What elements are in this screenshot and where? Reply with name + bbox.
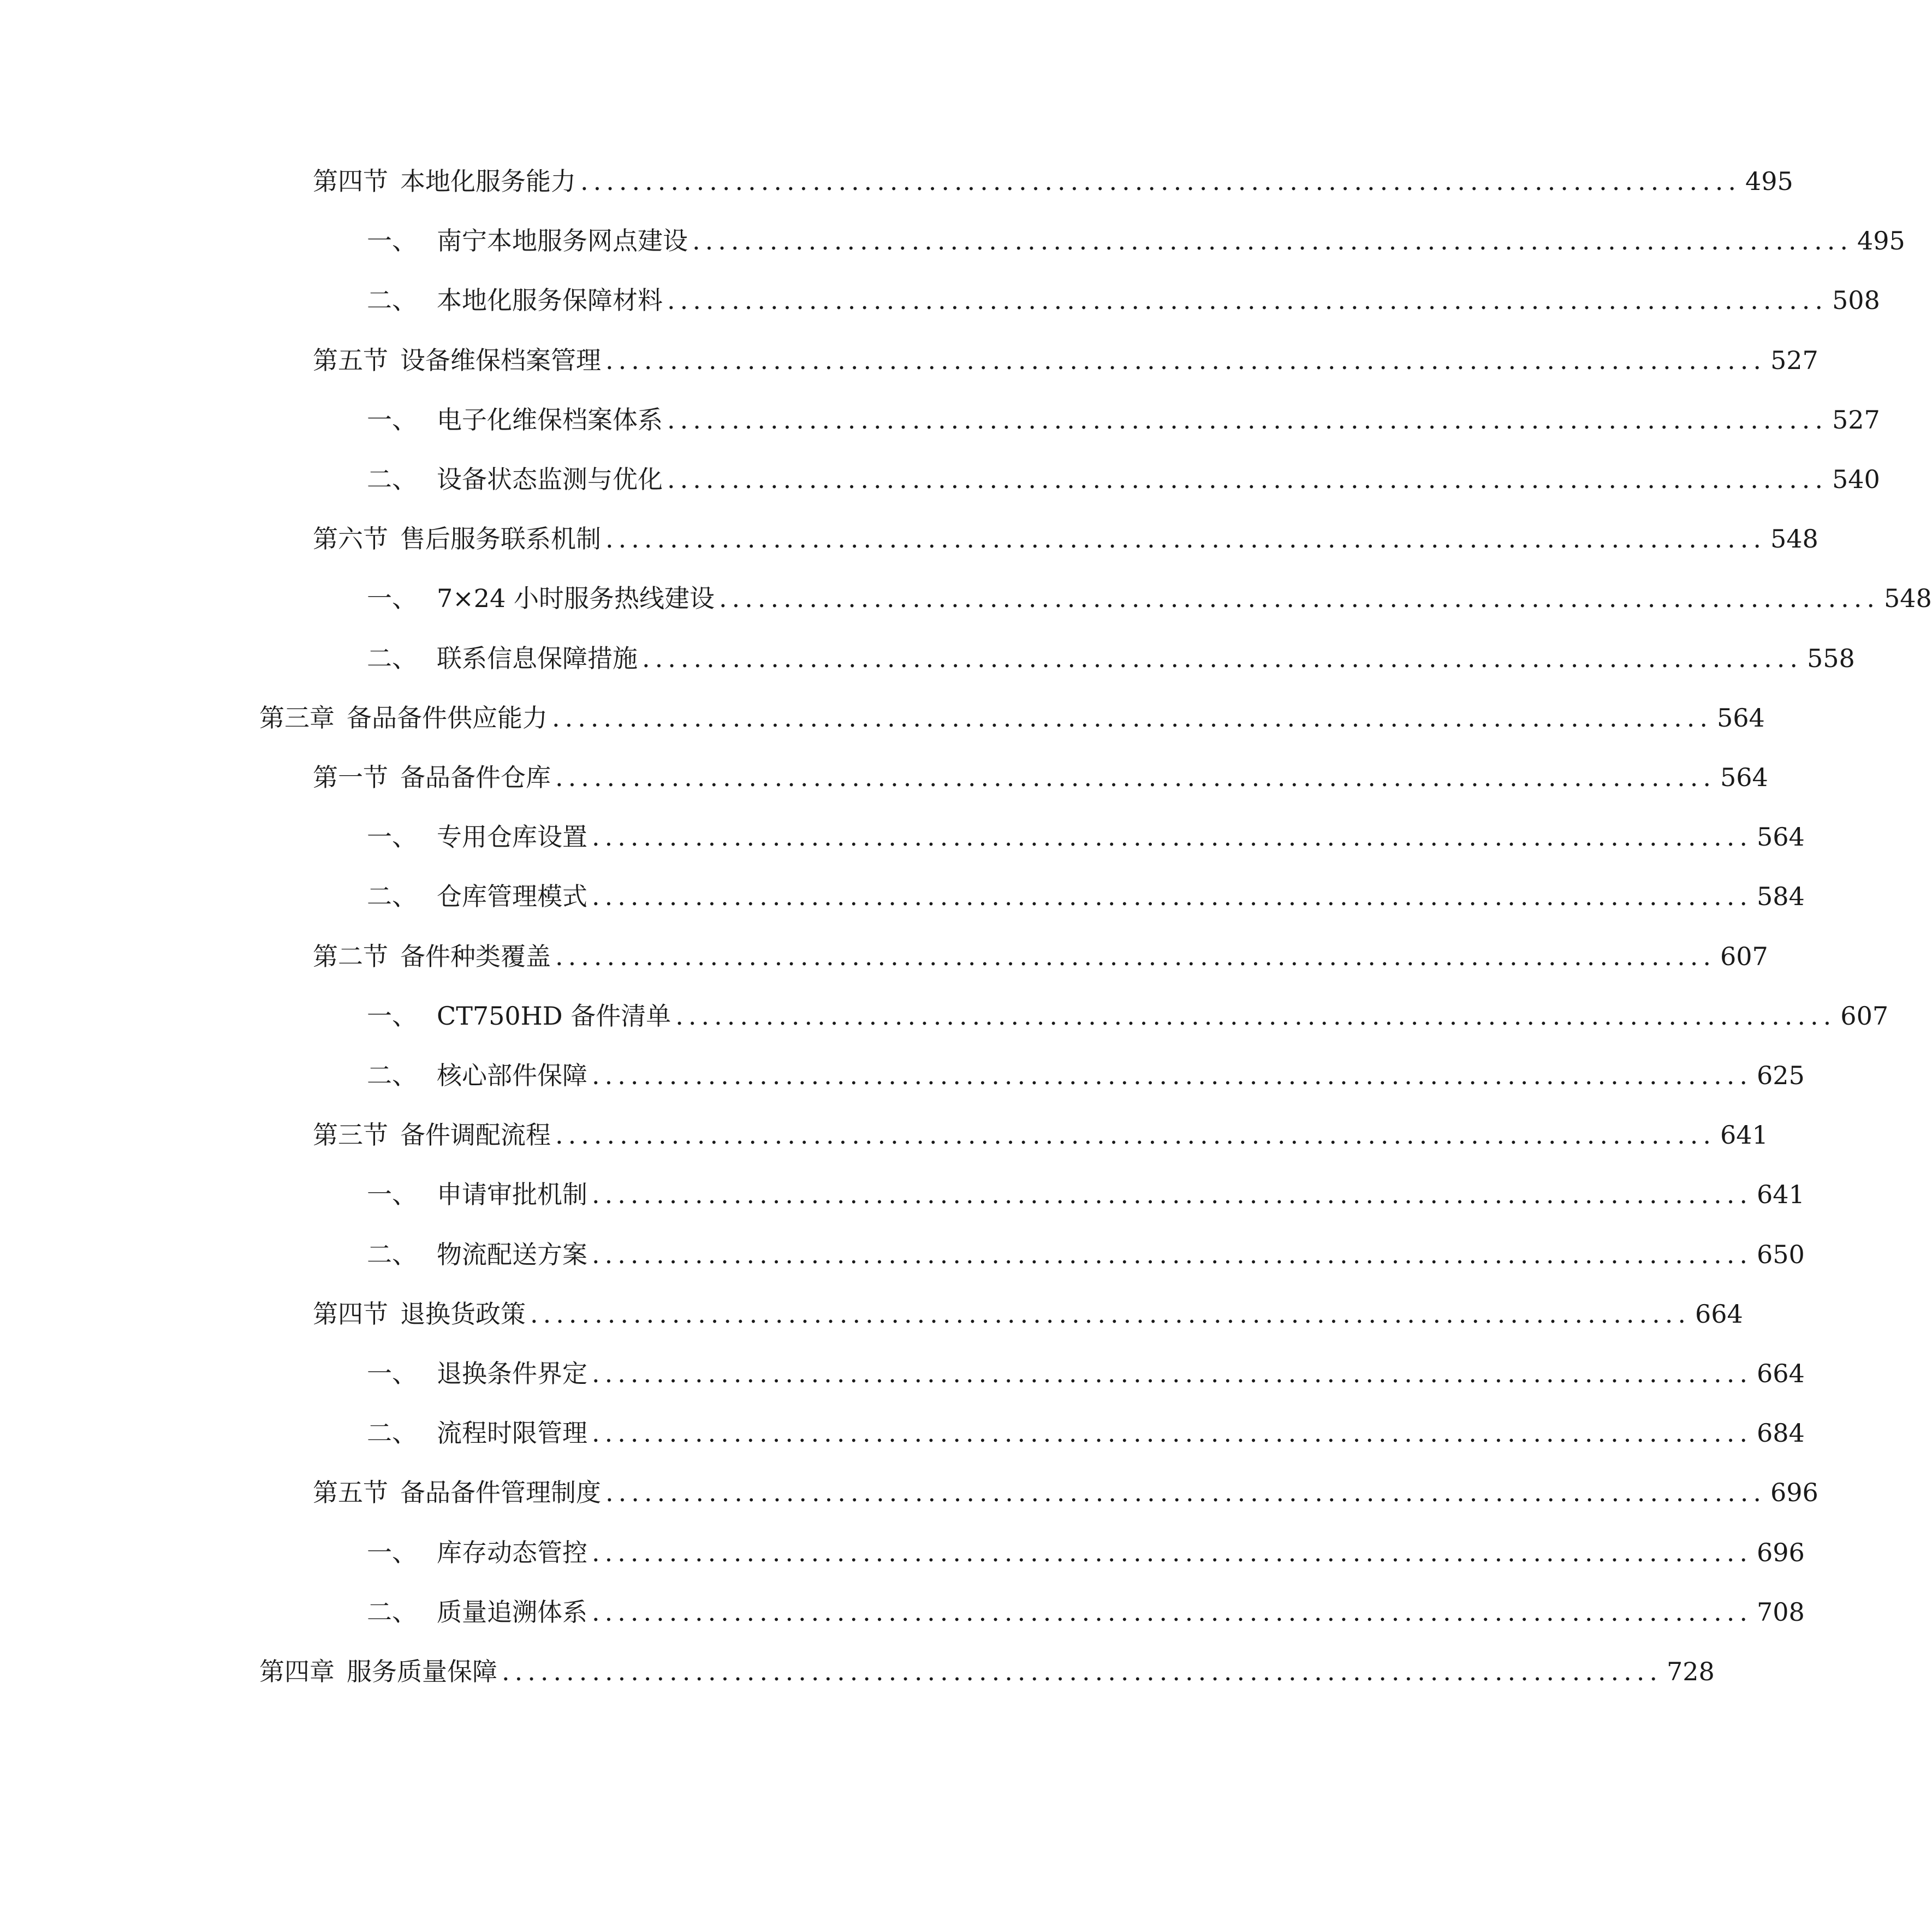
toc-entry[interactable] (367, 880, 1805, 913)
toc-entry-page-number: 564 (1720, 763, 1768, 792)
toc-dot-leader: .......................................................................................... (555, 763, 1716, 792)
toc-entry-number: 二、 (367, 882, 417, 911)
toc-entry-page-number: 558 (1807, 644, 1855, 673)
toc-entry-number: 第四节 (313, 166, 388, 196)
toc-entry-title: 仓库管理模式 (437, 882, 587, 911)
toc-entry-number: 一、 (367, 1001, 417, 1031)
toc-entry-title: 流程时限管理 (437, 1418, 587, 1448)
toc-entry-title: 申请审批机制 (437, 1180, 587, 1209)
toc-entry-page-number: 527 (1770, 346, 1818, 375)
toc-entry-page-number: 584 (1757, 882, 1805, 911)
toc-dot-leader: .......................................................................................... (580, 166, 1741, 196)
toc-entry[interactable] (367, 1238, 1805, 1271)
toc-dot-leader: .......................................................................................... (502, 1657, 1662, 1686)
toc-entry-page-number: 564 (1757, 822, 1805, 852)
toc-entry-number: 二、 (367, 1061, 417, 1090)
toc-entry[interactable] (367, 820, 1805, 853)
toc-entry-title: 设备状态监测与优化 (437, 465, 663, 494)
toc-entry[interactable] (313, 522, 1818, 555)
toc-entry[interactable] (313, 165, 1793, 198)
toc-entry-title: 备品备件仓库 (400, 763, 551, 792)
toc-dot-leader: .......................................................................................... (530, 1299, 1691, 1329)
toc-entry-number: 一、 (367, 584, 417, 613)
toc-entry-number: 一、 (367, 405, 417, 435)
toc-entry-page-number: 607 (1840, 1001, 1889, 1031)
toc-entry-page-number: 508 (1832, 286, 1880, 315)
toc-entry-title: 备件种类覆盖 (400, 942, 551, 971)
toc-entry[interactable] (367, 582, 1932, 615)
toc-entry-number: 第二节 (313, 942, 388, 971)
toc-entry-page-number: 641 (1757, 1180, 1805, 1209)
toc-entry-number: 第五节 (313, 1478, 388, 1507)
toc-dot-leader: .......................................................................................... (592, 1061, 1752, 1090)
toc-entry-number: 第五节 (313, 346, 388, 375)
toc-dot-leader: .......................................................................................... (592, 1180, 1752, 1209)
toc-entry[interactable] (367, 1536, 1805, 1569)
toc-entry-title: 南宁本地服务网点建设 (437, 226, 688, 255)
toc-entry[interactable] (367, 1000, 1889, 1032)
toc-dot-leader: .......................................................................................... (605, 524, 1766, 554)
toc-dot-leader: .......................................................................................... (592, 822, 1752, 852)
toc-entry-title: 7×24 小时服务热线建设 (437, 584, 715, 613)
toc-dot-leader: .......................................................................................... (592, 882, 1752, 911)
toc-entry-number: 二、 (367, 465, 417, 494)
toc-entry-title: 售后服务联系机制 (400, 524, 601, 554)
toc-entry-number: 二、 (367, 1240, 417, 1269)
toc-entry-page-number: 495 (1857, 226, 1905, 255)
toc-entry[interactable] (367, 463, 1880, 496)
toc-entry-page-number: 664 (1695, 1299, 1743, 1329)
toc-entry-number: 第一节 (313, 763, 388, 792)
toc-dot-leader: .......................................................................................... (592, 1538, 1752, 1567)
toc-dot-leader: .......................................................................................... (675, 1001, 1836, 1031)
toc-dot-leader: .......................................................................................... (692, 226, 1853, 255)
toc-entry-title: 退换货政策 (400, 1299, 526, 1329)
toc-entry-title: CT750HD 备件清单 (437, 1001, 671, 1031)
toc-dot-leader: .......................................................................................... (667, 405, 1828, 435)
toc-entry-number: 一、 (367, 226, 417, 255)
toc-dot-leader: .......................................................................................... (552, 703, 1713, 733)
toc-entry-page-number: 650 (1757, 1240, 1805, 1269)
toc-entry[interactable] (313, 1119, 1768, 1151)
toc-entry-page-number: 664 (1757, 1359, 1805, 1388)
toc-entry-number: 第三节 (313, 1120, 388, 1150)
toc-dot-leader: .......................................................................................... (642, 644, 1803, 673)
toc-entry-title: 专用仓库设置 (437, 822, 587, 852)
toc-entry-page-number: 708 (1757, 1597, 1805, 1627)
toc-entry[interactable] (367, 284, 1880, 317)
toc-entry-page-number: 625 (1757, 1061, 1805, 1090)
toc-entry-title: 退换条件界定 (437, 1359, 587, 1388)
toc-entry[interactable] (367, 224, 1905, 257)
toc-entry-page-number: 696 (1770, 1478, 1818, 1507)
toc-entry-number: 二、 (367, 1418, 417, 1448)
toc-entry-title: 本地化服务能力 (400, 166, 576, 196)
toc-entry[interactable] (313, 344, 1818, 377)
toc-entry-page-number: 540 (1832, 465, 1880, 494)
toc-entry-title: 电子化维保档案体系 (437, 405, 663, 435)
toc-entry-number: 第四章 (259, 1657, 335, 1686)
toc-entry-page-number: 607 (1720, 942, 1768, 971)
toc-entry-page-number: 684 (1757, 1418, 1805, 1448)
toc-dot-leader: .......................................................................................... (592, 1418, 1752, 1448)
toc-entry[interactable] (367, 403, 1880, 436)
toc-entry[interactable] (313, 761, 1768, 794)
toc-entry-number: 第三章 (259, 703, 335, 733)
toc-entry-title: 备品备件管理制度 (400, 1478, 601, 1507)
toc-entry-page-number: 495 (1745, 166, 1793, 196)
toc-entry-number: 二、 (367, 1597, 417, 1627)
toc-entry[interactable] (367, 1059, 1805, 1092)
toc-entry-page-number: 728 (1667, 1657, 1715, 1686)
toc-entry[interactable] (313, 1476, 1818, 1509)
toc-entry[interactable] (367, 1596, 1805, 1628)
toc-entry[interactable] (367, 1357, 1805, 1390)
toc-entry-title: 备品备件供应能力 (347, 703, 548, 733)
toc-entry-number: 第六节 (313, 524, 388, 554)
toc-entry-page-number: 564 (1717, 703, 1765, 733)
toc-entry-title: 设备维保档案管理 (400, 346, 601, 375)
toc-dot-leader: .......................................................................................... (605, 346, 1766, 375)
toc-entry-title: 质量追溯体系 (437, 1597, 587, 1627)
toc-entry-title: 物流配送方案 (437, 1240, 587, 1269)
toc-entry[interactable] (367, 642, 1855, 675)
toc-entry-title: 备件调配流程 (400, 1120, 551, 1150)
toc-dot-leader: .......................................................................................... (667, 286, 1828, 315)
toc-entry-title: 核心部件保障 (437, 1061, 587, 1090)
toc-entry-number: 一、 (367, 1359, 417, 1388)
toc-dot-leader: .......................................................................................... (718, 584, 1880, 613)
toc-entry[interactable] (367, 1417, 1805, 1449)
toc-dot-leader: .......................................................................................... (592, 1359, 1752, 1388)
toc-dot-leader: .......................................................................................... (555, 942, 1716, 971)
toc-entry[interactable] (259, 701, 1765, 734)
toc-entry-title: 服务质量保障 (347, 1657, 497, 1686)
toc-entry-number: 二、 (367, 286, 417, 315)
toc-entry-page-number: 548 (1770, 524, 1818, 554)
toc-entry-title: 库存动态管控 (437, 1538, 587, 1567)
toc-entry-number: 一、 (367, 1180, 417, 1209)
toc-entry-page-number: 641 (1720, 1120, 1768, 1150)
toc-entry[interactable] (367, 1178, 1805, 1211)
toc-dot-leader: .......................................................................................... (592, 1240, 1752, 1269)
toc-dot-leader: .......................................................................................... (667, 465, 1828, 494)
toc-entry[interactable] (313, 1298, 1743, 1330)
toc-entry-number: 第四节 (313, 1299, 388, 1329)
toc-entry-title: 本地化服务保障材料 (437, 286, 663, 315)
toc-entry-page-number: 527 (1832, 405, 1880, 435)
toc-entry-number: 一、 (367, 822, 417, 852)
toc-entry[interactable] (313, 940, 1768, 973)
toc-dot-leader: .......................................................................................... (555, 1120, 1716, 1150)
toc-entry-number: 一、 (367, 1538, 417, 1567)
toc-entry-page-number: 548 (1883, 584, 1932, 613)
toc-entry[interactable] (259, 1655, 1715, 1688)
toc-entry-page-number: 696 (1757, 1538, 1805, 1567)
toc-entry-title: 联系信息保障措施 (437, 644, 638, 673)
toc-entry-number: 二、 (367, 644, 417, 673)
toc-dot-leader: .......................................................................................... (605, 1478, 1766, 1507)
toc-dot-leader: .......................................................................................... (592, 1597, 1752, 1627)
